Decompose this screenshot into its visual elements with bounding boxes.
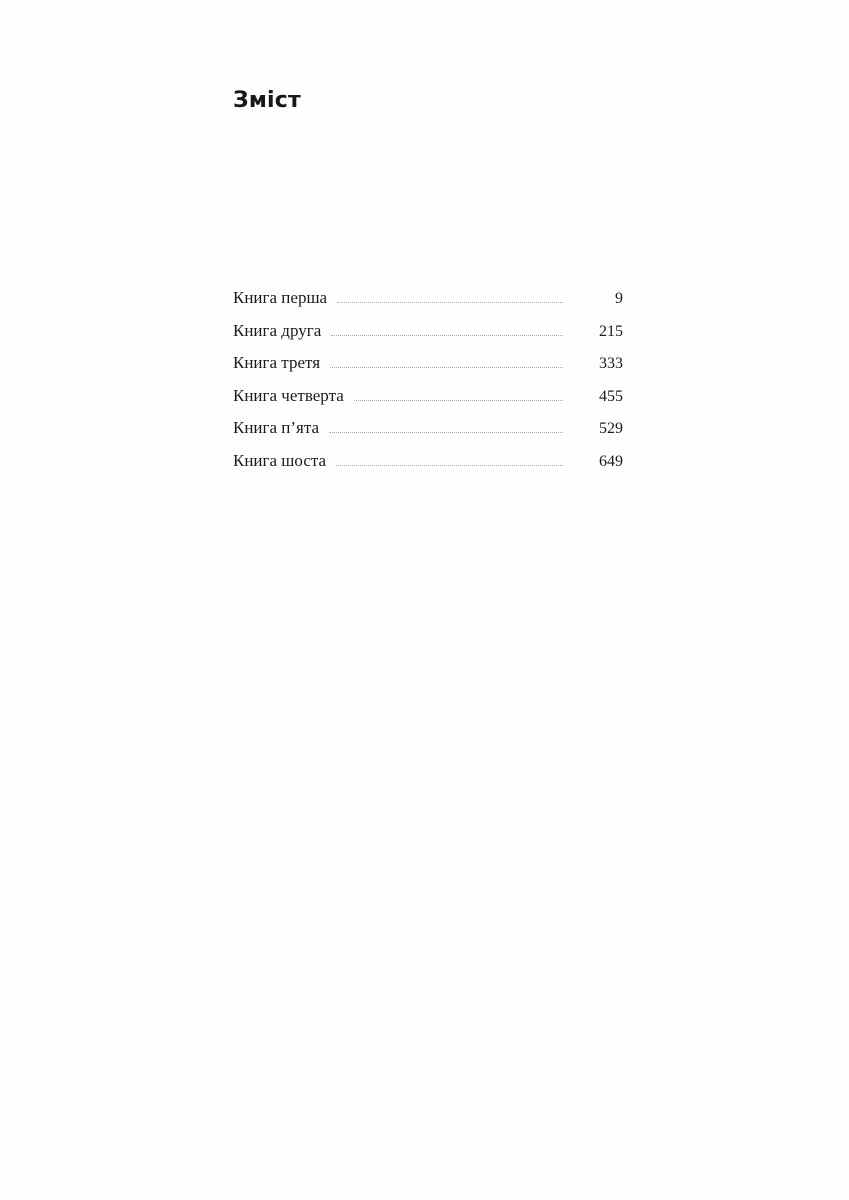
toc-entry[interactable] (233, 321, 623, 354)
toc-entry-page: 529 (599, 420, 623, 437)
toc-entry-label: Книга перша (233, 288, 328, 307)
toc-entry-page: 9 (615, 290, 623, 307)
toc-leader-dots (330, 367, 563, 368)
toc-entry[interactable] (233, 386, 623, 419)
toc-entry-label: Книга друга (233, 320, 322, 340)
toc-entry-page: 215 (599, 322, 623, 340)
table-of-contents (233, 288, 623, 483)
toc-entry[interactable] (233, 353, 623, 386)
toc-entry-page: 649 (599, 452, 623, 470)
toc-entry-page: 333 (599, 355, 623, 372)
toc-entry-label: Книга п’ята (233, 418, 320, 437)
toc-leader-dots (354, 400, 563, 401)
toc-entry[interactable] (233, 451, 623, 484)
toc-entry-label: Книга шоста (233, 450, 327, 470)
toc-entry-label: Книга четверта (233, 385, 344, 405)
toc-leader-dots (337, 302, 563, 303)
toc-leader-dots (336, 465, 563, 466)
page-title: Зміст (233, 88, 301, 113)
toc-leader-dots (331, 335, 563, 336)
toc-entry[interactable] (233, 288, 623, 321)
toc-entry-label: Книга третя (233, 353, 321, 372)
toc-leader-dots (329, 432, 563, 433)
toc-entry-page: 455 (599, 387, 623, 405)
toc-entry[interactable] (233, 418, 623, 451)
